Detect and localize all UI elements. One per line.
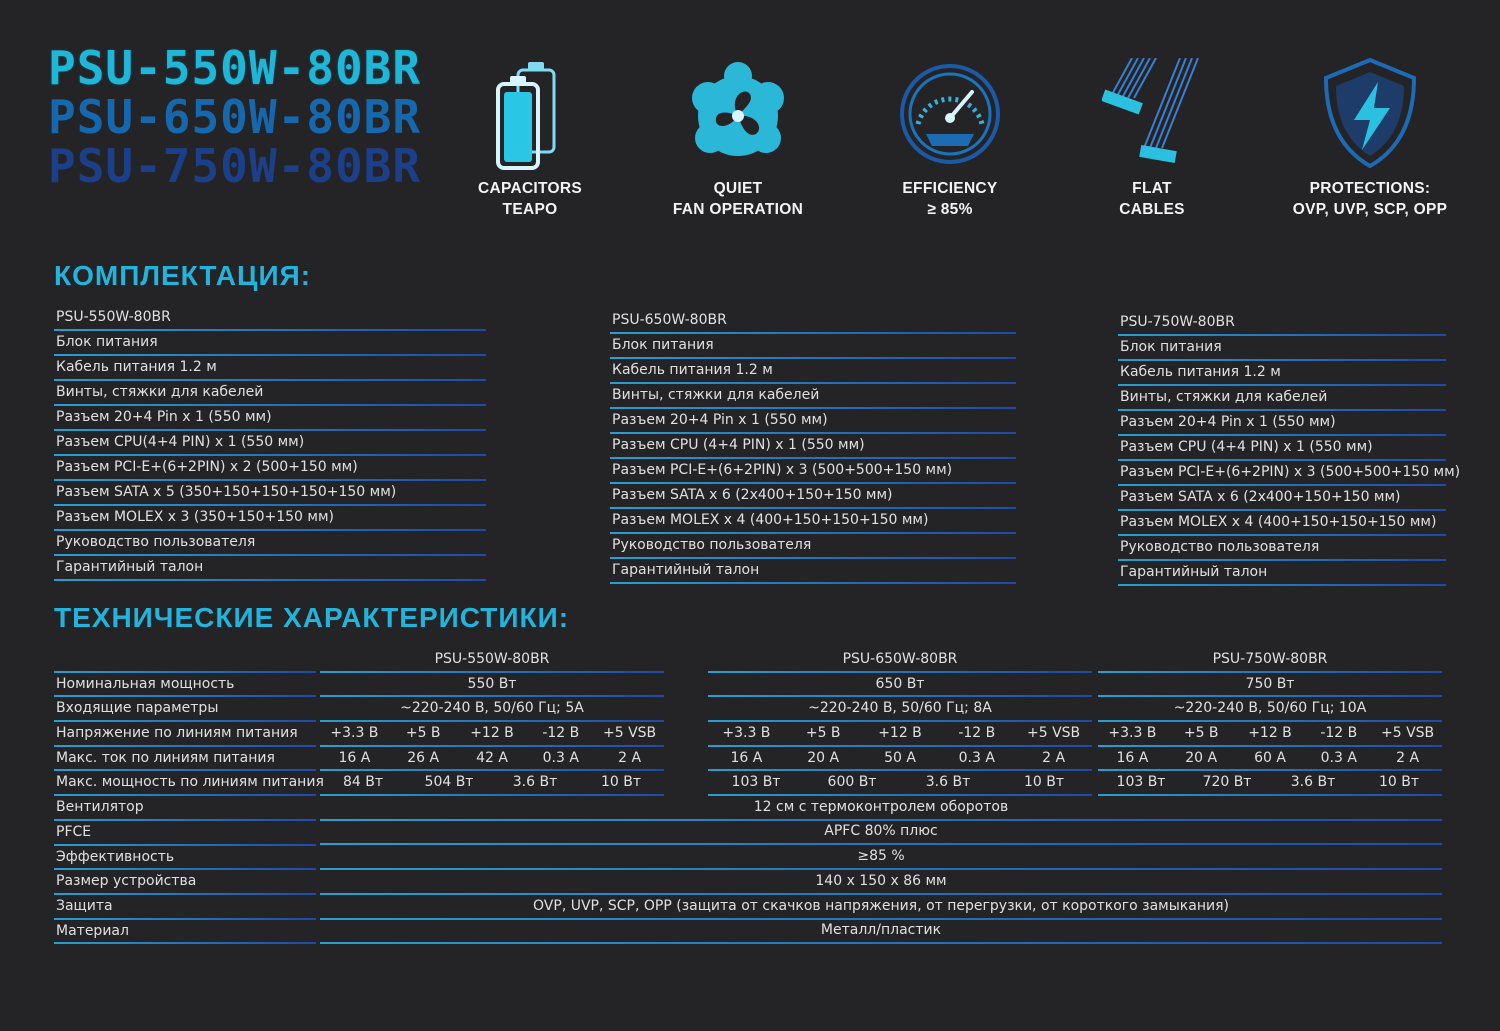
spec-rail-powers-cell: 3.6 Вт — [925, 774, 971, 791]
kit-item: Разъем MOLEX x 4 (400+150+150+150 мм) — [1120, 514, 1437, 530]
kit-item: Блок питания — [612, 337, 714, 353]
spec-rail-voltages-cell: +12 В — [878, 725, 922, 742]
spec-efficiency-value: ≥85 % — [857, 848, 905, 864]
spec-label: Размер устройства — [56, 873, 197, 890]
feature-efficiency — [850, 58, 1050, 220]
spec-rail-currents-cell: 2 А — [1042, 749, 1066, 766]
spec-rail-voltages-cell: +12 В — [1248, 725, 1292, 742]
spec-model-name-text: PSU-650W-80BR — [842, 651, 958, 667]
kit-item: Разъем 20+4 Pin x 1 (550 мм) — [1120, 414, 1336, 430]
kit-item: Разъем 20+4 Pin x 1 (550 мм) — [56, 409, 272, 425]
spec-label: Входящие параметры — [56, 700, 219, 717]
spec-label-spacer — [54, 648, 316, 673]
kit-model-name: PSU-750W-80BR — [1120, 314, 1235, 330]
spec-label: Материал — [56, 922, 129, 939]
spec-rail-currents-cell: 0.3 А — [1320, 749, 1357, 766]
kit-item: Гарантийный талон — [612, 562, 760, 578]
spec-input-params — [1098, 697, 1442, 722]
spec-rail-currents-cell: 16 А — [730, 749, 763, 766]
spec-rail-voltages — [320, 722, 664, 747]
spec-nominal-power — [1098, 673, 1442, 698]
spec-input-params — [320, 697, 664, 722]
spec-rail-powers — [320, 771, 664, 796]
spec-rail-powers-cell: 720 Вт — [1202, 774, 1252, 791]
spec-rail-voltages-cell: +5 В — [805, 725, 841, 742]
spec-rail-powers-cell: 3.6 Вт — [512, 774, 558, 791]
spec-rail-currents-cell: 2 А — [1396, 749, 1420, 766]
spec-rail-powers — [708, 771, 1092, 796]
spec-rail-voltages-cell: -12 В — [958, 725, 996, 742]
spec-rail-voltages — [708, 722, 1092, 747]
spec-rail-currents-cell: 60 А — [1254, 749, 1286, 766]
feature-flat-cables — [1052, 58, 1252, 220]
spec-block-650 — [708, 648, 1092, 796]
spec-model-name-text: PSU-550W-80BR — [434, 651, 550, 667]
spec-model-name — [708, 648, 1092, 673]
spec-rail-currents-cell: 42 А — [476, 749, 508, 766]
spec-rail-powers — [1098, 771, 1442, 796]
kit-section-title: КОМПЛЕКТАЦИЯ: — [54, 260, 312, 291]
kit-column-750 — [1024, 311, 1461, 586]
kit-item: Разъем CPU(4+4 PIN) x 1 (550 мм) — [56, 434, 305, 450]
feature-protections — [1270, 58, 1470, 220]
spec-label: PFCE — [56, 823, 92, 840]
spec-nominal-power-text: 650 Вт — [875, 675, 925, 692]
spec-rail-powers-cell: 600 Вт — [827, 774, 877, 791]
spec-rail-currents-cell: 0.3 А — [542, 749, 579, 766]
spec-rail-currents — [708, 747, 1092, 772]
kit-item: Руководство пользователя — [612, 537, 812, 553]
spec-material-value: Металл/пластик — [820, 922, 942, 938]
spec-label: Напряжение по линиям питания — [56, 725, 298, 742]
kit-item: Кабель питания 1.2 м — [612, 362, 773, 378]
spec-rail-powers-cell: 84 Вт — [342, 774, 384, 791]
spec-rail-voltages-cell: +5 VSB — [1027, 725, 1081, 742]
spec-model-name — [1098, 648, 1442, 673]
feature-capacitors — [430, 58, 630, 220]
spec-size-value: 140 x 150 x 86 мм — [815, 873, 947, 889]
feature-caption: QUIET FAN OPERATION — [672, 180, 804, 218]
kit-item: Разъем SATA x 6 (2x400+150+150 мм) — [612, 487, 893, 503]
spec-label: Вентилятор — [56, 799, 144, 816]
shield-lightning-icon — [1320, 58, 1420, 170]
spec-label: Эффективность — [56, 848, 175, 865]
spec-rail-powers-cell: 504 Вт — [424, 774, 474, 791]
spec-rail-powers-cell: 10 Вт — [1023, 774, 1065, 791]
kit-item: Руководство пользователя — [56, 534, 256, 550]
spec-rail-currents-cell: 2 А — [618, 749, 642, 766]
spec-rail-voltages-cell: +5 В — [405, 725, 441, 742]
kit-item: Кабель питания 1.2 м — [56, 359, 217, 375]
spec-rail-currents-cell: 20 А — [1185, 749, 1218, 766]
spec-label: Защита — [56, 897, 113, 914]
spec-rail-voltages — [1098, 722, 1442, 747]
feature-quiet-fan — [638, 58, 838, 220]
spec-rail-currents-cell: 26 А — [407, 749, 440, 766]
feature-caption: FLAT CABLES — [1119, 180, 1185, 218]
spec-rail-voltages-cell: -12 В — [1320, 725, 1358, 742]
spec-rail-voltages-cell: +3.3 В — [330, 725, 379, 742]
spec-label: Макс. мощность по линиям питания — [56, 774, 324, 791]
model-list — [48, 41, 422, 193]
spec-model-name-text: PSU-750W-80BR — [1212, 651, 1328, 667]
spec-rail-powers-cell: 3.6 Вт — [1290, 774, 1336, 791]
spec-rail-currents-cell: 0.3 А — [958, 749, 995, 766]
spec-rail-voltages-cell: +5 VSB — [603, 725, 657, 742]
spec-rail-powers-cell: 10 Вт — [600, 774, 642, 791]
spec-model-name — [320, 648, 664, 673]
fan-cloud-icon — [688, 58, 788, 170]
spec-label: Макс. ток по линиям питания — [56, 749, 275, 766]
kit-item: Винты, стяжки для кабелей — [612, 387, 820, 403]
spec-label-column — [54, 648, 324, 944]
kit-item: Разъем SATA x 5 (350+150+150+150+150 мм) — [56, 484, 397, 500]
spec-rail-currents — [320, 747, 664, 772]
feature-caption: PROTECTIONS: OVP, UVP, SCP, OPP — [1292, 180, 1448, 218]
spec-label: Номинальная мощность — [56, 675, 235, 692]
flat-cables-icon — [1102, 58, 1202, 170]
kit-item: Разъем 20+4 Pin x 1 (550 мм) — [612, 412, 828, 428]
kit-item: Блок питания — [56, 334, 158, 350]
spec-rail-currents-cell: 20 А — [807, 749, 840, 766]
kit-item: Разъем PCI-E+(6+2PIN) x 3 (500+500+150 мм) — [612, 462, 953, 478]
spec-nominal-power — [708, 673, 1092, 698]
spec-rail-voltages-cell: +3.3 В — [1108, 725, 1157, 742]
spec-input-params-text: ~220-240 В, 50/60 Гц; 10A — [1173, 700, 1367, 717]
spec-rail-voltages-cell: +5 VSB — [1381, 725, 1435, 742]
spec-block-750 — [1098, 648, 1442, 796]
spec-rail-voltages-cell: -12 В — [542, 725, 580, 742]
kit-column-550 — [54, 306, 486, 581]
speedometer-icon — [900, 58, 1000, 170]
spec-rail-powers-cell: 10 Вт — [1378, 774, 1420, 791]
model-title-550: PSU-550W-80BR — [48, 41, 422, 95]
spec-rail-currents-cell: 16 А — [1116, 749, 1149, 766]
model-title-650: PSU-650W-80BR — [48, 90, 422, 144]
spec-rail-voltages-cell: +5 В — [1183, 725, 1219, 742]
spec-rail-currents-cell: 16 А — [338, 749, 371, 766]
spec-rail-currents — [1098, 747, 1442, 772]
spec-input-params — [708, 697, 1092, 722]
kit-item: Разъем SATA x 6 (2x400+150+150 мм) — [1120, 489, 1401, 505]
spec-rail-powers-cell: 103 Вт — [731, 774, 781, 791]
feature-caption: EFFICIENCY ≥ 85% — [902, 180, 998, 218]
spec-protection-value: OVP, UVP, SCP, OPP (защита от скачков напряжения, от перегрузки, от короткого замыкания) — [533, 898, 1229, 914]
spec-rail-powers-cell: 103 Вт — [1116, 774, 1166, 791]
feature-caption: CAPACITORS TEAPO — [477, 180, 583, 218]
spec-nominal-power-text: 550 Вт — [467, 675, 517, 692]
kit-item: Разъем PCI-E+(6+2PIN) x 2 (500+150 мм) — [56, 459, 358, 475]
kit-model-name: PSU-550W-80BR — [56, 309, 171, 325]
spec-rail-voltages-cell: +3.3 В — [722, 725, 771, 742]
kit-item: Разъем CPU (4+4 PIN) x 1 (550 мм) — [612, 437, 865, 453]
kit-item: Разъем CPU (4+4 PIN) x 1 (550 мм) — [1120, 439, 1373, 455]
kit-item: Разъем MOLEX x 3 (350+150+150 мм) — [56, 509, 334, 525]
kit-item: Кабель питания 1.2 м — [1120, 364, 1281, 380]
kit-item: Блок питания — [1120, 339, 1222, 355]
kit-item: Руководство пользователя — [1120, 539, 1320, 555]
kit-item: Разъем PCI-E+(6+2PIN) x 3 (500+500+150 мм) — [1120, 464, 1461, 480]
spec-nominal-power — [320, 673, 664, 698]
kit-item: Винты, стяжки для кабелей — [56, 384, 264, 400]
kit-item: Разъем MOLEX x 4 (400+150+150+150 мм) — [612, 512, 929, 528]
specs-section-title: ТЕХНИЧЕСКИЕ ХАРАКТЕРИСТИКИ: — [54, 602, 570, 633]
battery-capacitor-icon — [480, 58, 580, 170]
model-title-750: PSU-750W-80BR — [48, 139, 422, 193]
spec-rail-currents-cell: 50 А — [884, 749, 916, 766]
kit-item: Гарантийный талон — [1120, 564, 1268, 580]
spec-input-params-text: ~220-240 В, 50/60 Гц; 8A — [808, 700, 992, 717]
spec-block-550 — [320, 648, 664, 796]
kit-column-650 — [494, 309, 1016, 584]
spec-fan-value: 12 см с термоконтролем оборотов — [753, 799, 1009, 815]
kit-item: Винты, стяжки для кабелей — [1120, 389, 1328, 405]
spec-rail-voltages-cell: +12 В — [470, 725, 514, 742]
spec-pfc-value: APFC 80% плюс — [824, 823, 938, 839]
spec-nominal-power-text: 750 Вт — [1245, 675, 1295, 692]
kit-item: Гарантийный талон — [56, 559, 204, 575]
kit-model-name: PSU-650W-80BR — [612, 312, 727, 328]
spec-input-params-text: ~220-240 В, 50/60 Гц; 5A — [400, 700, 584, 717]
